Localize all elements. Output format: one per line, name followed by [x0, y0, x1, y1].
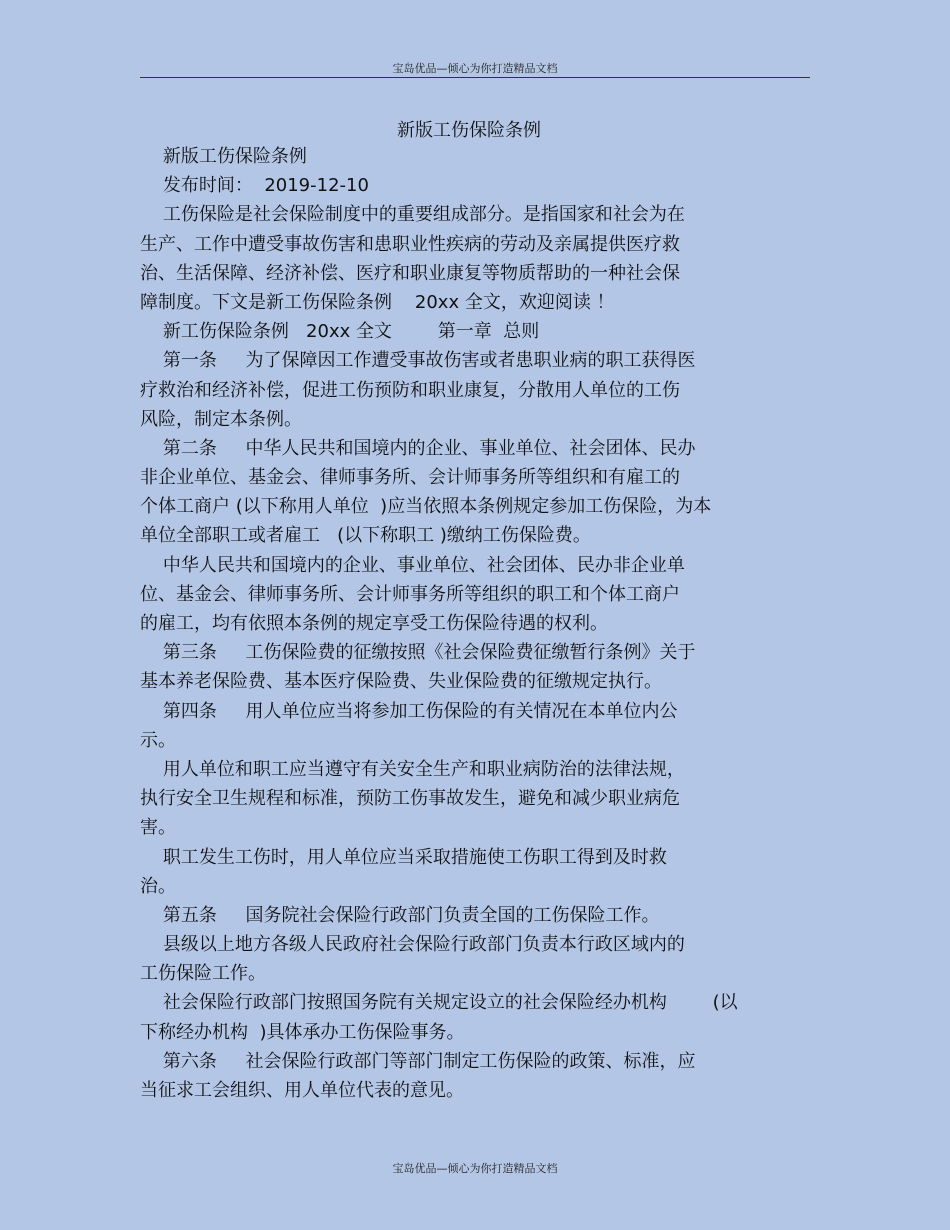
body-text-line: 风险，制定本条例。 — [140, 408, 302, 430]
body-text-line: 示。 — [140, 729, 176, 751]
body-text-line: 社会保险行政部门按照国务院有关规定设立的社会保险经办机构 (以 — [140, 992, 738, 1014]
body-text-line: 基本养老保险费、基本医疗保险费、失业保险费的征缴规定执行。 — [140, 671, 662, 693]
body-text-line: 位、基金会、律师事务所、会计师事务所等组织的职工和个体工商户 — [140, 583, 680, 605]
document-body — [140, 142, 812, 1105]
body-text-line: 治。 — [140, 875, 176, 897]
page-header: 宝岛优品—倾心为你打造精品文档 — [392, 62, 558, 75]
body-text-line: 第一条 为了保障因工作遭受事故伤害或者患职业病的职工获得医 — [140, 350, 696, 372]
body-text-line: 第三条 工伤保险费的征缴按照《社会保险费征缴暂行条例》关于 — [140, 642, 696, 664]
body-text-line: 非企业单位、基金会、律师事务所、会计师事务所等组织和有雇工的 — [140, 467, 680, 489]
body-text-line: 发布时间： 2019-12-10 — [140, 175, 369, 197]
body-text-line: 职工发生工伤时，用人单位应当采取措施使工伤职工得到及时救 — [140, 846, 667, 868]
body-text-line: 障制度。下文是新工伤保险条例 20xx 全文，欢迎阅读 ！ — [140, 291, 615, 313]
body-text-line: 中华人民共和国境内的企业、事业单位、社会团体、民办非企业单 — [140, 554, 685, 576]
body-text-line: 治、生活保障、经济补偿、医疗和职业康复等物质帮助的一种社会保 — [140, 262, 680, 284]
body-text-line: 疗救治和经济补偿，促进工伤预防和职业康复，分散用人单位的工伤 — [140, 379, 680, 401]
body-text-line: 新工伤保险条例 20xx 全文 第一章 总则 — [140, 321, 540, 343]
body-text-line: 单位全部职工或者雇工 (以下称职工 )缴纳工伤保险费。 — [140, 525, 591, 547]
body-text-line: 害。 — [140, 817, 176, 839]
body-text-line: 第五条 国务院社会保险行政部门负责全国的工伤保险工作。 — [140, 904, 660, 926]
body-text-line: 新版工伤保险条例 — [140, 146, 307, 167]
body-text-line: 第四条 用人单位应当将参加工伤保险的有关情况在本单位内公 — [140, 700, 678, 722]
body-text-line: 第二条 中华人民共和国境内的企业、事业单位、社会团体、民办 — [140, 437, 696, 459]
body-text-line: 县级以上地方各级人民政府社会保险行政部门负责本行政区域内的 — [140, 934, 685, 956]
body-text-line: 执行安全卫生规程和标准，预防工伤事故发生，避免和减少职业病危 — [140, 788, 680, 810]
body-text-line: 的雇工，均有依照本条例的规定享受工伤保险待遇的权利。 — [140, 613, 608, 634]
body-text-line: 生产、工作中遭受事故伤害和患职业性疾病的劳动及亲属提供医疗救 — [140, 233, 680, 255]
body-text-line: 当征求工会组织、用人单位代表的意见。 — [140, 1080, 464, 1101]
body-text-line: 用人单位和职工应当遵守有关安全生产和职业病防治的法律法规， — [140, 758, 685, 780]
body-text-line: 工伤保险工作。 — [140, 963, 266, 985]
body-text-line: 下称经办机构 )具体承办工伤保险事务。 — [140, 1021, 465, 1043]
body-text-line: 个体工商户 (以下称用人单位 )应当依照本条例规定参加工伤保险，为本 — [140, 496, 712, 518]
page-footer: 宝岛优品—倾心为你打造精品文档 — [392, 1162, 558, 1175]
document-title: 新版工伤保险条例 — [397, 120, 541, 141]
body-text-line: 第六条 社会保险行政部门等部门制定工伤保险的政策、标准，应 — [140, 1050, 696, 1072]
body-text-line: 工伤保险是社会保险制度中的重要组成部分。是指国家和社会为在 — [140, 204, 685, 226]
header-divider — [140, 77, 810, 78]
